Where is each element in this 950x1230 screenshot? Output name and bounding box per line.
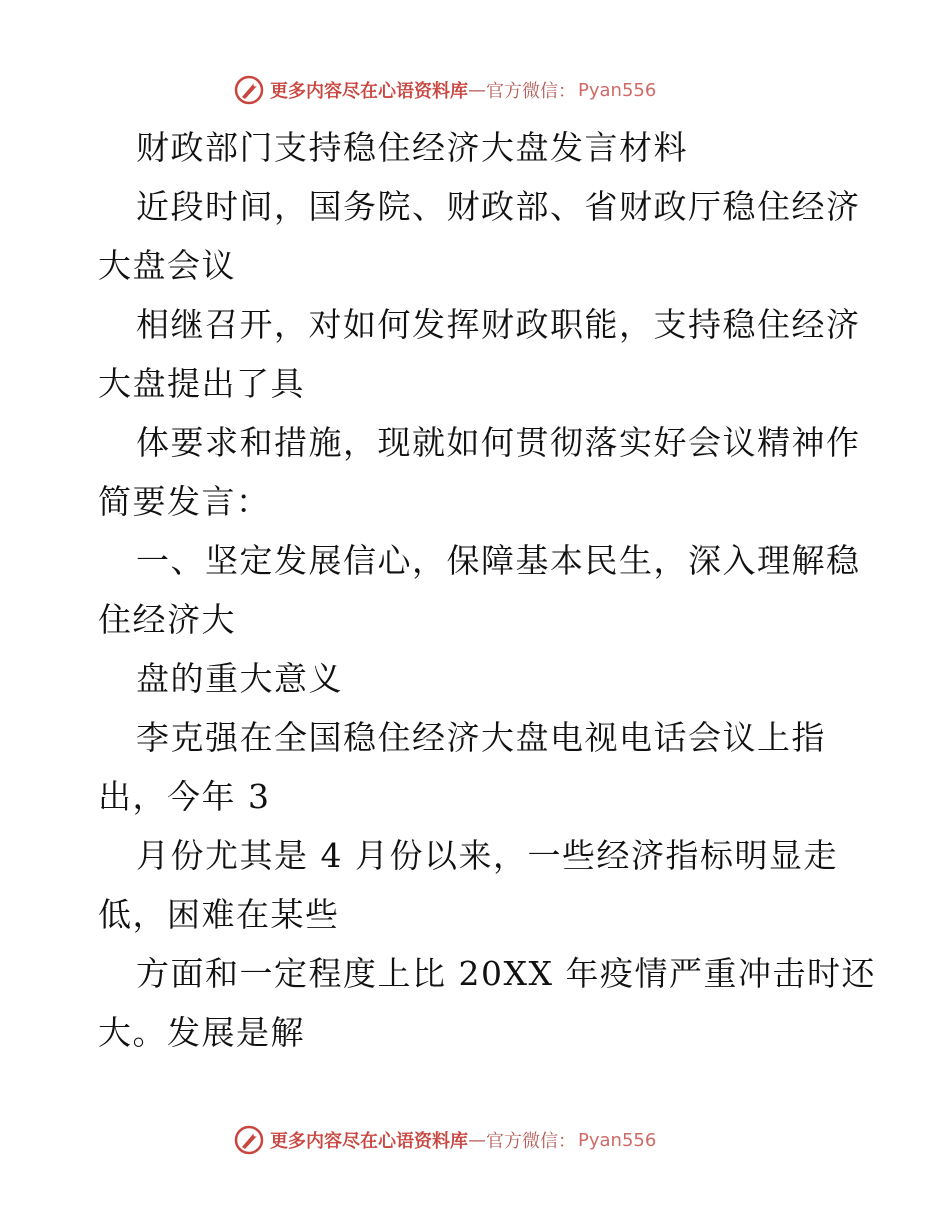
text-line: 大。发展是解 [98,1013,305,1052]
pen-logo-icon [234,1125,264,1155]
text-line: 大盘会议 [98,246,236,285]
section-heading: 一、坚定发展信心，保障基本民生，深入理解稳 [136,541,861,580]
pen-logo-icon [234,75,264,105]
text-line: 大盘提出了具 [98,364,305,403]
document-title: 财政部门支持稳住经济大盘发言材料 [136,128,688,167]
text-line: 体要求和措施，现就如何贯彻落实好会议精神作 [136,423,861,462]
text-line: 月份尤其是 4 月份以来，一些经济指标明显走 [136,836,838,875]
text-line: 简要发言： [98,482,271,521]
watermark-title: 更多内容尽在心语资料库 [270,81,468,102]
watermark-wechat-label: 官方微信： [486,1131,576,1152]
watermark-wechat-id: Pyan556 [578,1129,657,1151]
text-line: 近段时间，国务院、财政部、省财政厅稳住经济 [136,187,861,226]
document-body [98,118,876,1062]
watermark-wechat-label: 官方微信： [486,81,576,102]
watermark-separator: — [468,79,486,101]
watermark-separator: — [468,1129,486,1151]
text-line: 低，困难在某些 [98,895,340,934]
footer-watermark [234,1122,656,1158]
text-line: 住经济大 [98,600,236,639]
watermark-wechat-id: Pyan556 [578,79,657,101]
text-line: 相继召开，对如何发挥财政职能，支持稳住经济 [136,305,861,344]
header-watermark [234,72,656,108]
text-line: 李克强在全国稳住经济大盘电视电话会议上指 [136,718,826,757]
text-line: 方面和一定程度上比 20XX 年疫情严重冲击时还 [136,954,876,993]
text-line: 盘的重大意义 [136,659,343,698]
text-line: 出，今年 3 [98,777,271,816]
watermark-title: 更多内容尽在心语资料库 [270,1131,468,1152]
